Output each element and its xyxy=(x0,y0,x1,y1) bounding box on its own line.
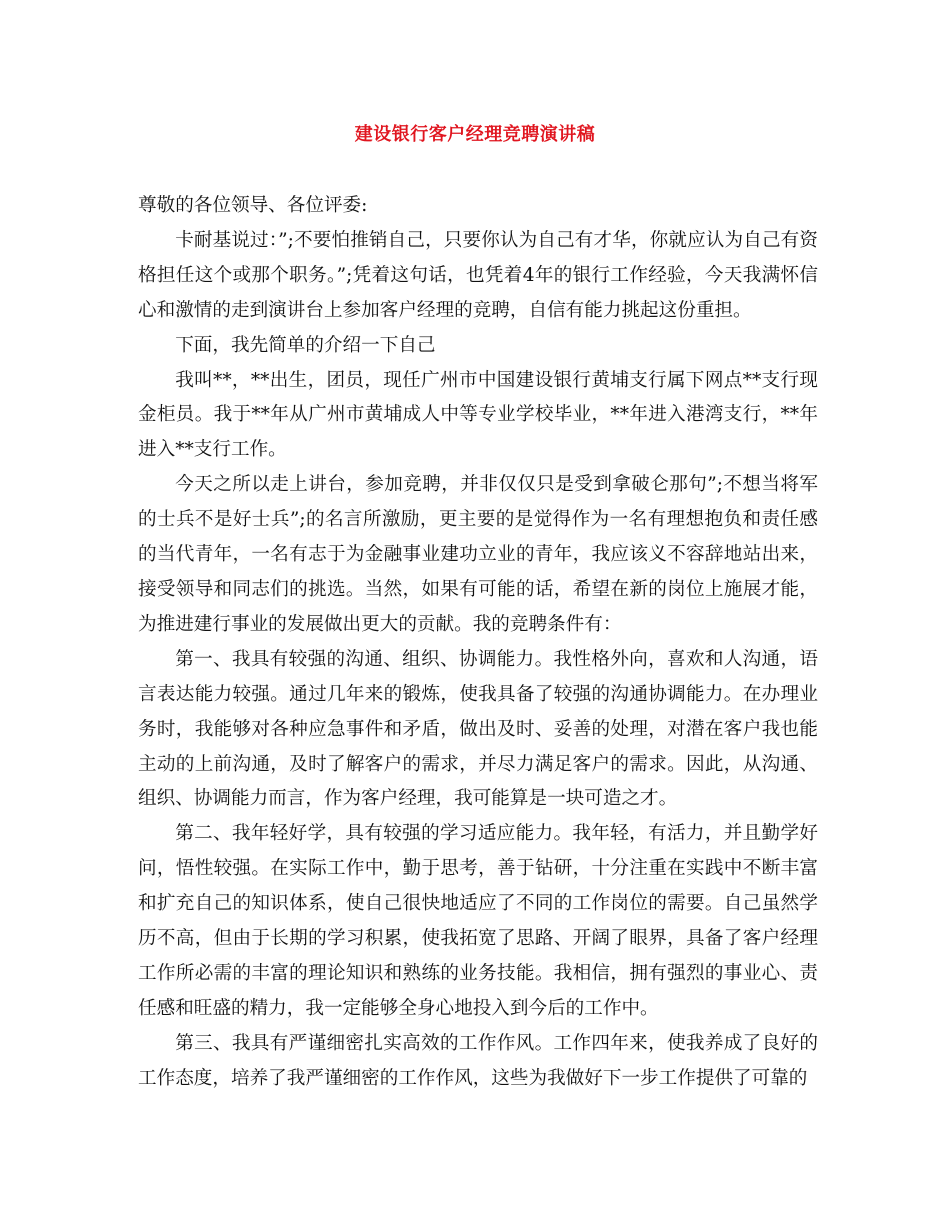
document-title: 建设银行客户经理竞聘演讲稿 xyxy=(354,124,596,145)
paragraph-point-three: 第三、我具有严谨细密扎实高效的工作作风。工作四年来，使我养成了良好的工作态度，培养了我严谨细密的工作作风，这些为我做好下一步工作提供了可靠的 xyxy=(138,1032,818,1089)
paragraph-point-one: 第一、我具有较强的沟通、组织、协调能力。我性格外向，喜欢和人沟通，语言表达能力较强。通过几年来的锻炼，使我具备了较强的沟通协调能力。在办理业务时，我能够对各种应急事件和矛盾，做出及时、妥善的处理，对潜在客户我也能主动的上前沟通，及时了解客户的需求，并尽力满足客户的需求。因此，从沟通、组织、协调能力而言，作为客户经理，我可能算是一块可造之才。 xyxy=(138,648,818,810)
paragraph-intro: 下面，我先简单的介绍一下自己 xyxy=(175,334,436,356)
paragraph-point-two: 第二、我年轻好学，具有较强的学习适应能力。我年轻，有活力，并且勤学好问，悟性较强。在实际工作中，勤于思考，善于钻研，十分注重在实践中不断丰富和扩充自己的知识体系，使自己很快地适应了不同的工作岗位的需要。自己虽然学历不高，但由于长期的学习积累，使我拓宽了思路、开阔了眼界，具备了客户经理工作所必需的丰富的理论知识和熟练的业务技能。我相信，拥有强烈的事业心、责任感和旺盛的精力，我一定能够全身心地投入到今后的工作中。 xyxy=(138,823,818,1019)
paragraph-self-introduction: 我叫**，**出生，团员，现任广州市中国建设银行黄埔支行属下网点**支行现金柜员。我于**年从广州市黄埔成人中等专业学校毕业，**年进入港湾支行，**年进入**支行工作。 xyxy=(138,369,818,461)
paragraph-quote: 卡耐基说过：”;不要怕推销自己，只要你认为自己有才华，你就应认为自己有资格担任这个或那个职务。”;凭着这句话，也凭着4年的银行工作经验，今天我满怀信心和激情的走到演讲台上参加客户经理的竞聘，自信有能力挑起这份重担。 xyxy=(138,229,818,321)
document-body xyxy=(138,189,818,1097)
paragraph-motivation: 今天之所以走上讲台，参加竞聘，并非仅仅只是受到拿破仑那句”;不想当将军的士兵不是好士兵”;的名言所激励，更主要的是觉得作为一名有理想抱负和责任感的当代青年，一名有志于为金融事业建功立业的青年，我应该义不容辞地站出来，接受领导和同志们的挑选。当然，如果有可能的话，希望在新的岗位上施展才能，为推进建行事业的发展做出更大的贡献。我的竞聘条件有： xyxy=(138,474,818,635)
salutation: 尊敬的各位领导、各位评委: xyxy=(138,195,368,216)
